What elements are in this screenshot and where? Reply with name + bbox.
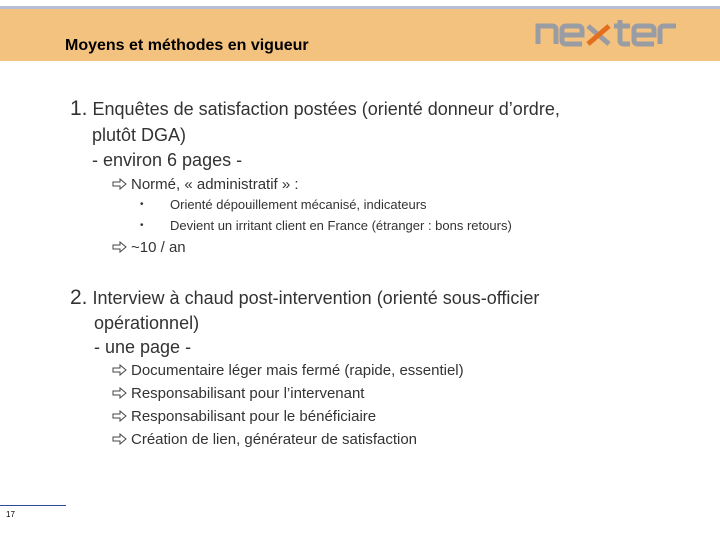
bullet-dot: • — [140, 198, 144, 210]
arrow-right-outline-icon — [112, 364, 127, 376]
point-2-3-text: Responsabilisant pour le bénéficiaire — [131, 407, 377, 425]
bullet-1-text: Orienté dépouillement mécanisé, indicateurs — [170, 196, 427, 212]
section-1-number: 1. — [70, 97, 88, 120]
footer-rule — [0, 505, 66, 506]
section-2-title — [70, 287, 539, 309]
arrow-right-outline-icon — [112, 433, 127, 445]
page-title: Moyens et méthodes en vigueur — [65, 37, 309, 54]
point-2-4 — [112, 429, 417, 449]
section-2-number: 2. — [70, 286, 88, 309]
point-2-2 — [112, 383, 364, 403]
point-2-1-text: Documentaire léger mais fermé (rapide, essentiel) — [131, 361, 464, 379]
point-1-1-text: Normé, « administratif » : — [131, 175, 299, 193]
bullet-dot: • — [140, 219, 144, 231]
point-2-2-text: Responsabilisant pour l’intervenant — [131, 384, 365, 402]
section-2-title-line2: opérationnel) — [94, 313, 200, 333]
point-1-2-text: ~10 / an — [131, 238, 186, 256]
point-2-4-text: Création de lien, générateur de satisfaction — [131, 430, 418, 448]
point-1-1 — [112, 174, 299, 194]
page-number: 17 — [6, 510, 15, 519]
arrow-right-outline-icon — [112, 387, 127, 399]
arrow-right-outline-icon — [112, 178, 127, 190]
section-2-title-line3: - une page - — [94, 337, 192, 357]
section-1-title-line1: Enquêtes de satisfaction postées (orienté donneur d’ordre, — [92, 99, 560, 119]
bullet-2-text: Devient un irritant client en France (étranger : bons retours) — [170, 217, 512, 233]
point-2-1 — [112, 360, 464, 380]
arrow-right-outline-icon — [112, 241, 127, 253]
section-1-title-line2: plutôt DGA) — [92, 125, 187, 145]
section-1-title — [70, 98, 560, 120]
nexter-logo — [534, 16, 680, 48]
point-2-3 — [112, 406, 376, 426]
arrow-right-outline-icon — [112, 410, 127, 422]
section-1-title-line3: - environ 6 pages - — [92, 150, 243, 170]
section-2-title-line1: Interview à chaud post-intervention (orienté sous-officier — [92, 288, 540, 308]
point-1-2 — [112, 237, 186, 257]
